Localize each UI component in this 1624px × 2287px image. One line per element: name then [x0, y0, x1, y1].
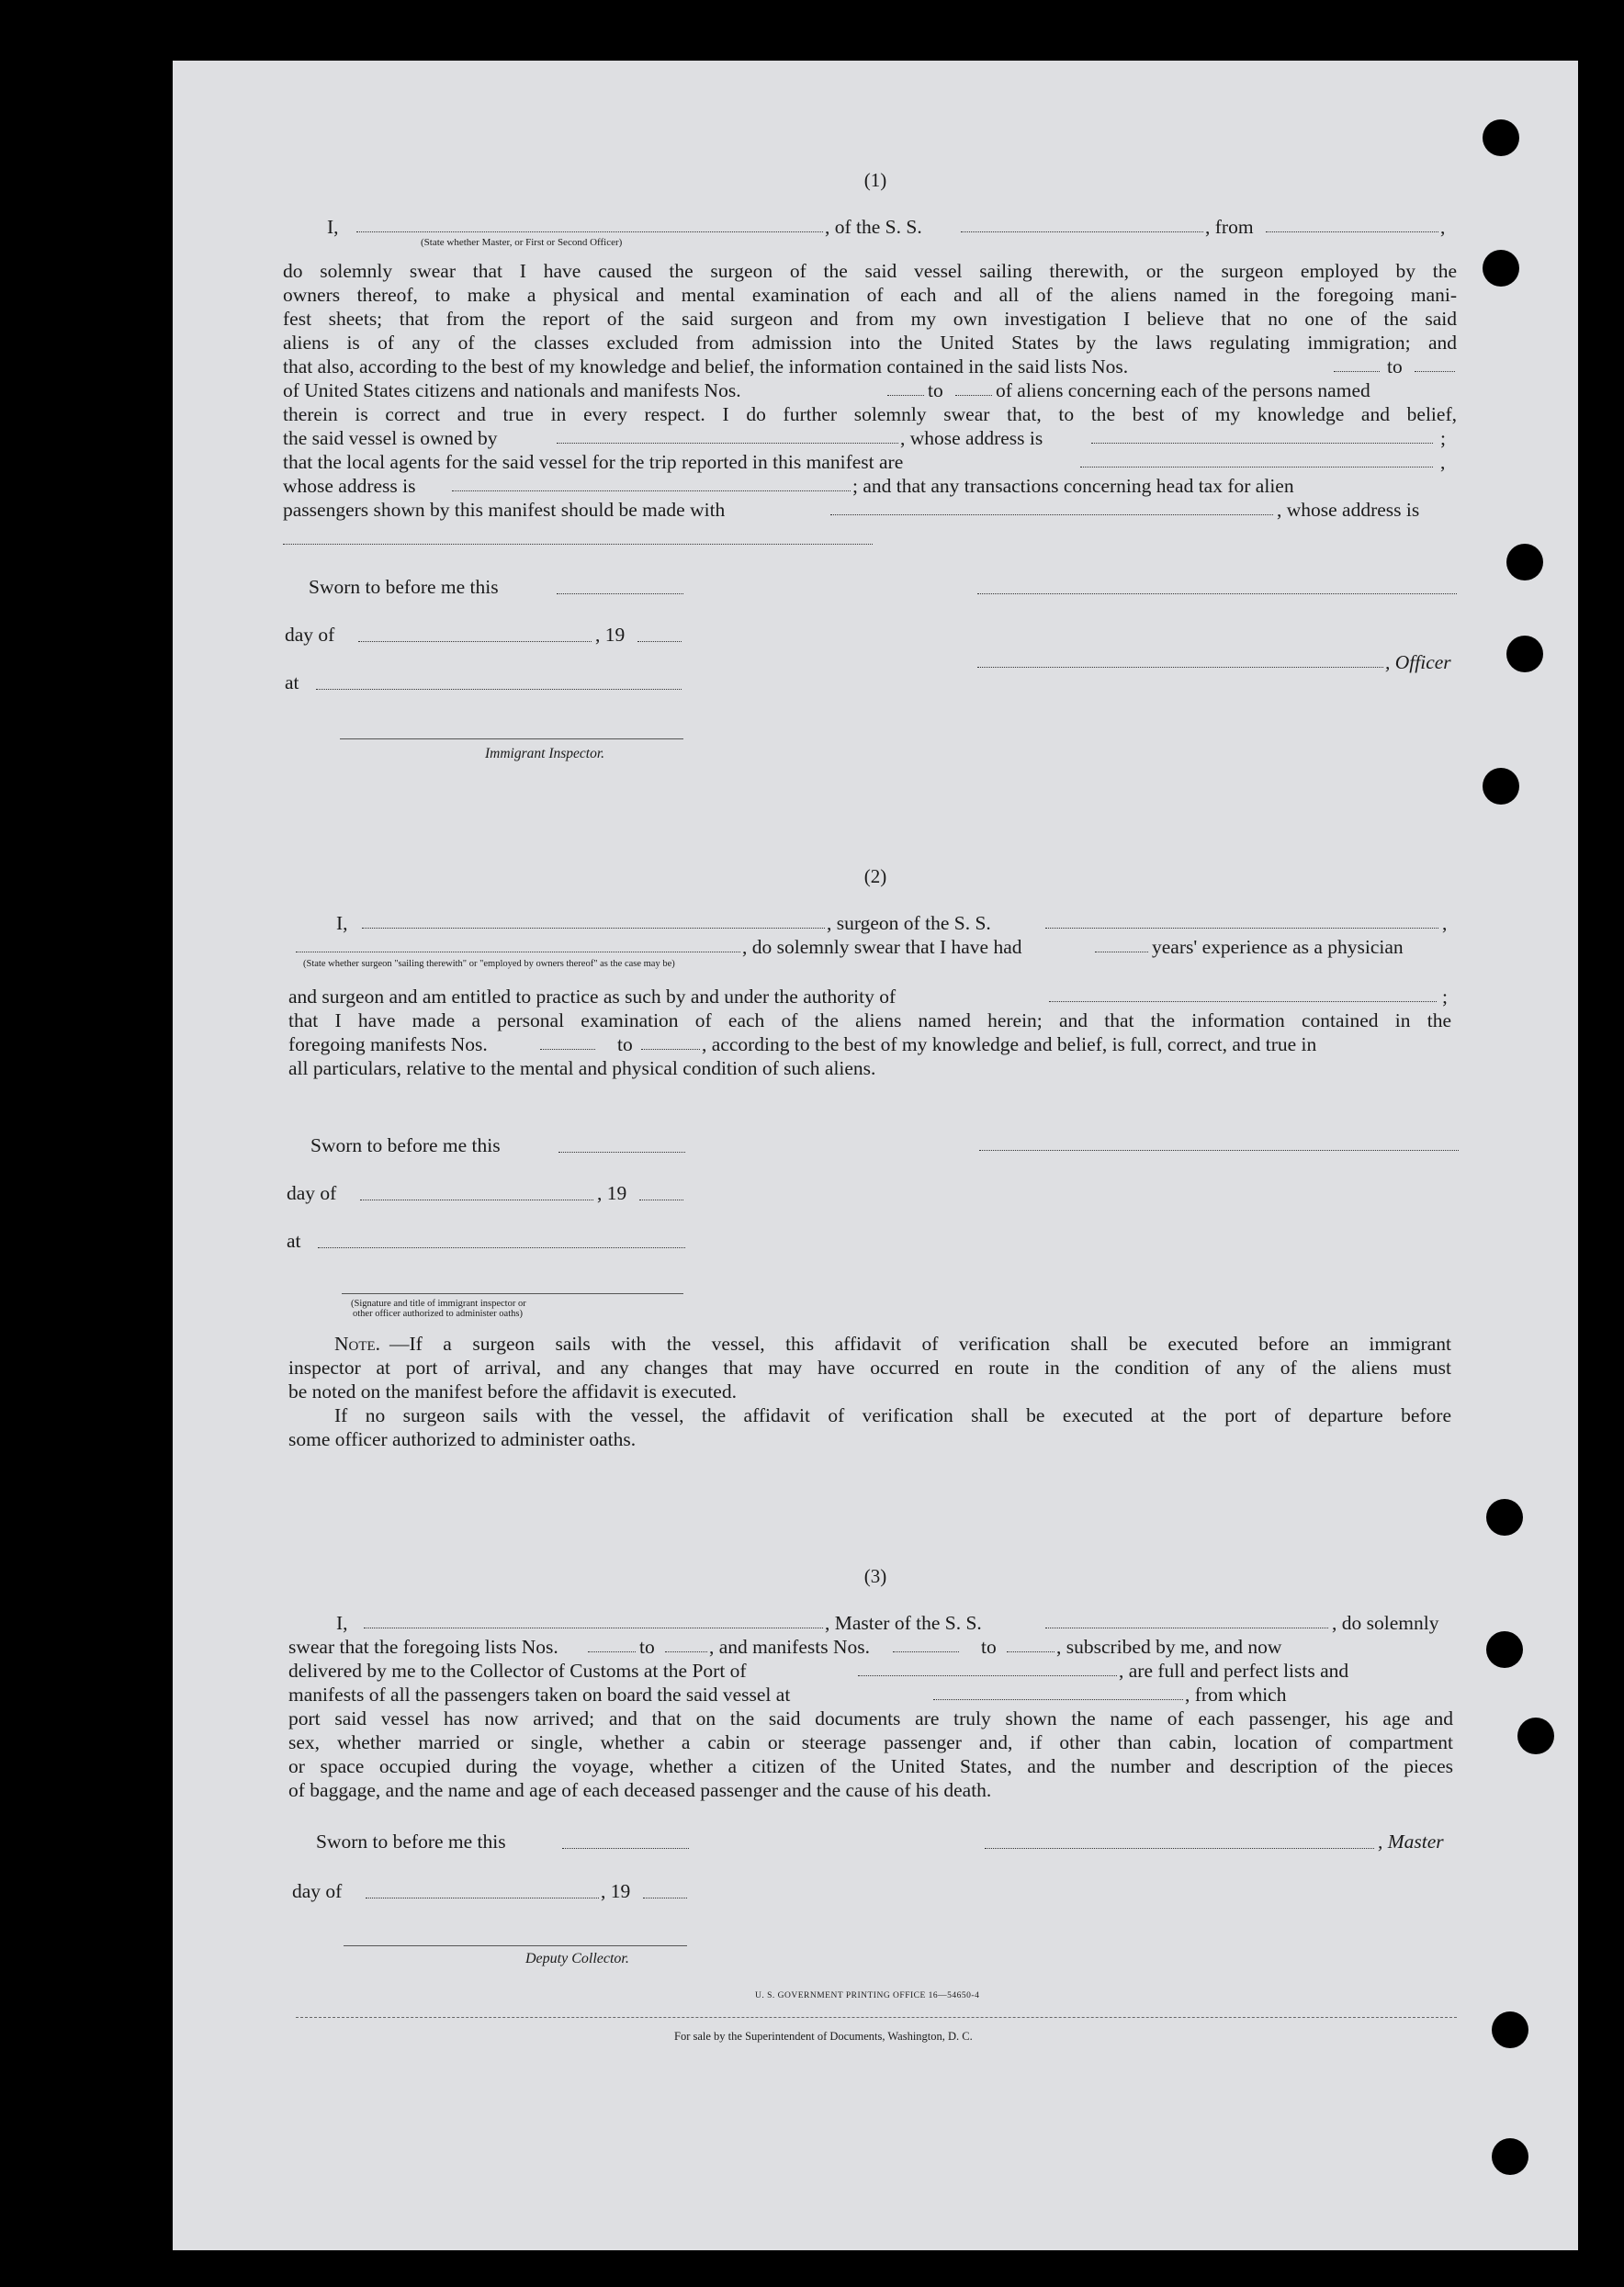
sec2-l5b: to	[617, 1033, 633, 1055]
sec1-of-ss: , of the S. S.	[825, 216, 922, 238]
sec2-surgeon-of-ss: , surgeon of the S. S.	[827, 912, 991, 934]
lists-to-field[interactable]	[1415, 371, 1455, 372]
gpo-imprint: U. S. GOVERNMENT PRINTING OFFICE 16—54650-4	[755, 1991, 980, 2000]
surgeon-ship-field[interactable]	[1045, 928, 1438, 929]
note2-line: If no surgeon sails with the vessel, the affidavit of verification shall be executed at the port of departure before	[334, 1404, 1451, 1426]
sec3-l2a: swear that the foregoing lists Nos.	[288, 1636, 558, 1658]
manifests-from-field[interactable]	[887, 395, 924, 396]
sec2-signature-line[interactable]	[342, 1293, 683, 1294]
sec2-sworn-day-field[interactable]	[558, 1152, 685, 1153]
punch-hole	[1486, 1631, 1523, 1668]
sec1-l6c: of aliens concerning each of the persons named	[996, 379, 1370, 401]
owner-address-field[interactable]	[1091, 443, 1433, 444]
deputy-label: Deputy Collector.	[525, 1951, 629, 1966]
punch-hole	[1492, 2011, 1528, 2048]
sec1-year: , 19	[595, 624, 626, 646]
sec1-l8c: ;	[1440, 427, 1446, 449]
sig-note-2: other officer authorized to administer oaths)	[353, 1309, 523, 1319]
sec1-officer-note: (State whether Master, or First or Second Officer)	[421, 237, 623, 248]
footer-rule	[296, 2017, 1457, 2018]
sec2-sworn-at-field[interactable]	[318, 1247, 685, 1248]
sec2-l6: all particulars, relative to the mental and physical condition of such aliens.	[288, 1057, 876, 1079]
sec1-at: at	[285, 671, 299, 693]
sec1-line: owners thereof, to make a physical and mental examination of each and all of the aliens named in the foregoing mani-	[283, 284, 1457, 306]
punch-hole	[1483, 768, 1519, 805]
sec1-l10a: whose address is	[283, 475, 416, 497]
master-signature-field[interactable]	[985, 1848, 1374, 1849]
sec2-at: at	[287, 1230, 301, 1252]
surgeon-signature-field[interactable]	[979, 1150, 1459, 1151]
sec1-from: , from	[1205, 216, 1254, 238]
sec1-line: therein is correct and true in every respect. I do further solemnly swear that, to the best of my knowledge and belief,	[283, 403, 1457, 425]
sec1-sworn: Sworn to before me this	[309, 576, 499, 598]
sec1-l9b: ,	[1440, 451, 1446, 473]
sec3-l2e: , subscribed by me, and now	[1056, 1636, 1282, 1658]
sec2-l2a: , do solemnly swear that I have had	[742, 936, 1022, 958]
sec3-lists-from-field[interactable]	[588, 1651, 636, 1652]
sec1-l5b: to	[1387, 355, 1403, 377]
punch-hole	[1517, 1718, 1554, 1754]
sec1-l11b: , whose address is	[1277, 499, 1420, 521]
head-tax-party-field[interactable]	[830, 514, 1273, 515]
sec3-master-of-ss: , Master of the S. S.	[825, 1612, 982, 1634]
sec1-l9a: that the local agents for the said vessel for the trip reported in this manifest are	[283, 451, 904, 473]
sec2-manifests-to-field[interactable]	[641, 1049, 700, 1050]
authority-field[interactable]	[1049, 1001, 1437, 1002]
sec3-manifests-from-field[interactable]	[893, 1651, 959, 1652]
section-2-heading: (2)	[863, 865, 887, 887]
punch-hole	[1483, 119, 1519, 156]
sec2-manifests-from-field[interactable]	[540, 1049, 595, 1050]
port-field[interactable]	[858, 1675, 1117, 1676]
address-continued-field[interactable]	[283, 544, 873, 545]
sec3-day-of: day of	[292, 1880, 343, 1902]
sec1-l5a: that also, according to the best of my knowledge and belief, the information contained in the said lists Nos.	[283, 355, 1129, 377]
note-line: be noted on the manifest before the affidavit is executed.	[288, 1380, 737, 1403]
master-label: , Master	[1378, 1831, 1444, 1853]
local-agents-field[interactable]	[1080, 467, 1433, 468]
sec1-line: fest sheets; that from the report of the said surgeon and from my own investigation I believe that no one of the said	[283, 308, 1457, 330]
sec2-l5c: , according to the best of my knowledge and belief, is full, correct, and true in	[702, 1033, 1317, 1055]
section-1-heading: (1)	[863, 169, 887, 191]
sec3-line: sex, whether married or single, whether a cabin or steerage passenger and, if other than cabin, location of compartment	[288, 1731, 1453, 1753]
sworn-year-field[interactable]	[637, 641, 682, 642]
note-line: —If a surgeon sails with the vessel, this affidavit of verification shall be executed before an immigrant	[389, 1333, 1451, 1355]
sec3-line: port said vessel has now arrived; and that on the said documents are truly shown the name of each passenger, his age and	[288, 1707, 1453, 1729]
sec2-l5a: foregoing manifests Nos.	[288, 1033, 488, 1055]
sec2-l3a: and surgeon and am entitled to practice as such by and under the authority of	[288, 986, 897, 1008]
note-label: Note.	[334, 1333, 381, 1355]
sec3-sworn-day-field[interactable]	[562, 1848, 689, 1849]
punch-hole	[1486, 1499, 1523, 1536]
deputy-signature-line[interactable]	[344, 1945, 687, 1946]
sworn-day-field[interactable]	[557, 593, 683, 594]
sec1-l6a: of United States citizens and nationals and manifests Nos.	[283, 379, 741, 401]
sale-note: For sale by the Superintendent of Documents, Washington, D. C.	[674, 2030, 973, 2043]
officer-title-field[interactable]	[977, 667, 1383, 668]
agent-address-field[interactable]	[452, 490, 851, 491]
sec3-l2d: to	[981, 1636, 997, 1658]
sec2-l2b: years' experience as a physician	[1152, 936, 1404, 958]
punch-hole	[1506, 636, 1543, 672]
inspector-label: Immigrant Inspector.	[485, 746, 605, 761]
sec2-comma: ,	[1442, 912, 1448, 934]
sec3-i: I,	[336, 1612, 348, 1634]
sec3-line: or space occupied during the voyage, whether a citizen of the United States, and the number and description of the pieces	[288, 1755, 1453, 1777]
sec3-l3b: , are full and perfect lists and	[1119, 1660, 1349, 1682]
sec2-surgeon-note: (State whether surgeon "sailing therewith" or "employed by owners thereof" as the case may be)	[303, 959, 675, 969]
sec2-day-of: day of	[287, 1182, 337, 1204]
sec3-l2b: to	[639, 1636, 655, 1658]
sec1-l10b: ; and that any transactions concerning head tax for alien	[852, 475, 1294, 497]
sec2-l3b: ;	[1442, 986, 1448, 1008]
sec3-lists-to-field[interactable]	[665, 1651, 707, 1652]
sec3-year: , 19	[601, 1880, 631, 1902]
officer-signature-field[interactable]	[977, 593, 1457, 594]
punch-hole	[1483, 250, 1519, 287]
sec1-l6b: to	[928, 379, 943, 401]
sec2-sworn: Sworn to before me this	[310, 1134, 501, 1156]
embarkation-port-field[interactable]	[933, 1699, 1183, 1700]
note2-line: some officer authorized to administer oaths.	[288, 1428, 637, 1450]
sec1-line: do solemnly swear that I have caused the surgeon of the said vessel sailing therewith, or the surgeon employed by the	[283, 260, 1457, 282]
sec1-l11a: passengers shown by this manifest should be made with	[283, 499, 726, 521]
sec2-year: , 19	[597, 1182, 627, 1204]
sec1-comma: ,	[1440, 216, 1446, 238]
manifests-to-field[interactable]	[955, 395, 992, 396]
sec3-l4b: , from which	[1185, 1684, 1287, 1706]
lists-from-field[interactable]	[1334, 371, 1380, 372]
sec3-l2c: , and manifests Nos.	[709, 1636, 870, 1658]
sec3-do-solemnly: , do solemnly	[1332, 1612, 1439, 1634]
sec1-l8b: , whose address is	[900, 427, 1043, 449]
surgeon-name-field[interactable]	[362, 928, 825, 929]
owner-field[interactable]	[557, 443, 898, 444]
sec1-i: I,	[327, 216, 339, 238]
sworn-at-field[interactable]	[316, 689, 682, 690]
sec1-line: aliens is of any of the classes excluded from admission into the United States by the laws regulating immigration; and	[283, 332, 1457, 354]
master-name-field[interactable]	[356, 231, 823, 232]
sec3-sworn: Sworn to before me this	[316, 1831, 506, 1853]
section-3-heading: (3)	[863, 1565, 887, 1587]
sec3-manifests-to-field[interactable]	[1007, 1651, 1054, 1652]
sworn-month-field[interactable]	[358, 641, 592, 642]
ship-name-field[interactable]	[961, 231, 1203, 232]
sec2-i: I,	[336, 912, 348, 934]
sec3-line: of baggage, and the name and age of each deceased passenger and the cause of his death.	[288, 1779, 992, 1801]
sec3-l4a: manifests of all the passengers taken on board the said vessel at	[288, 1684, 791, 1706]
note-line: inspector at port of arrival, and any changes that may have occurred en route in the condition of any of the aliens must	[288, 1357, 1451, 1379]
sec2-line: that I have made a personal examination of each of the aliens named herein; and that the information contained in the	[288, 1009, 1451, 1031]
from-port-field[interactable]	[1266, 231, 1438, 232]
sec3-l3a: delivered by me to the Collector of Customs at the Port of	[288, 1660, 747, 1682]
form-page	[173, 61, 1578, 2250]
punch-hole	[1506, 544, 1543, 580]
sec1-day-of: day of	[285, 624, 335, 646]
punch-hole	[1492, 2138, 1528, 2175]
officer-label: , Officer	[1385, 651, 1451, 673]
inspector-signature-line[interactable]	[340, 738, 683, 739]
sig-note-1: (Signature and title of immigrant inspector or	[351, 1299, 526, 1309]
sec1-l8a: the said vessel is owned by	[283, 427, 498, 449]
